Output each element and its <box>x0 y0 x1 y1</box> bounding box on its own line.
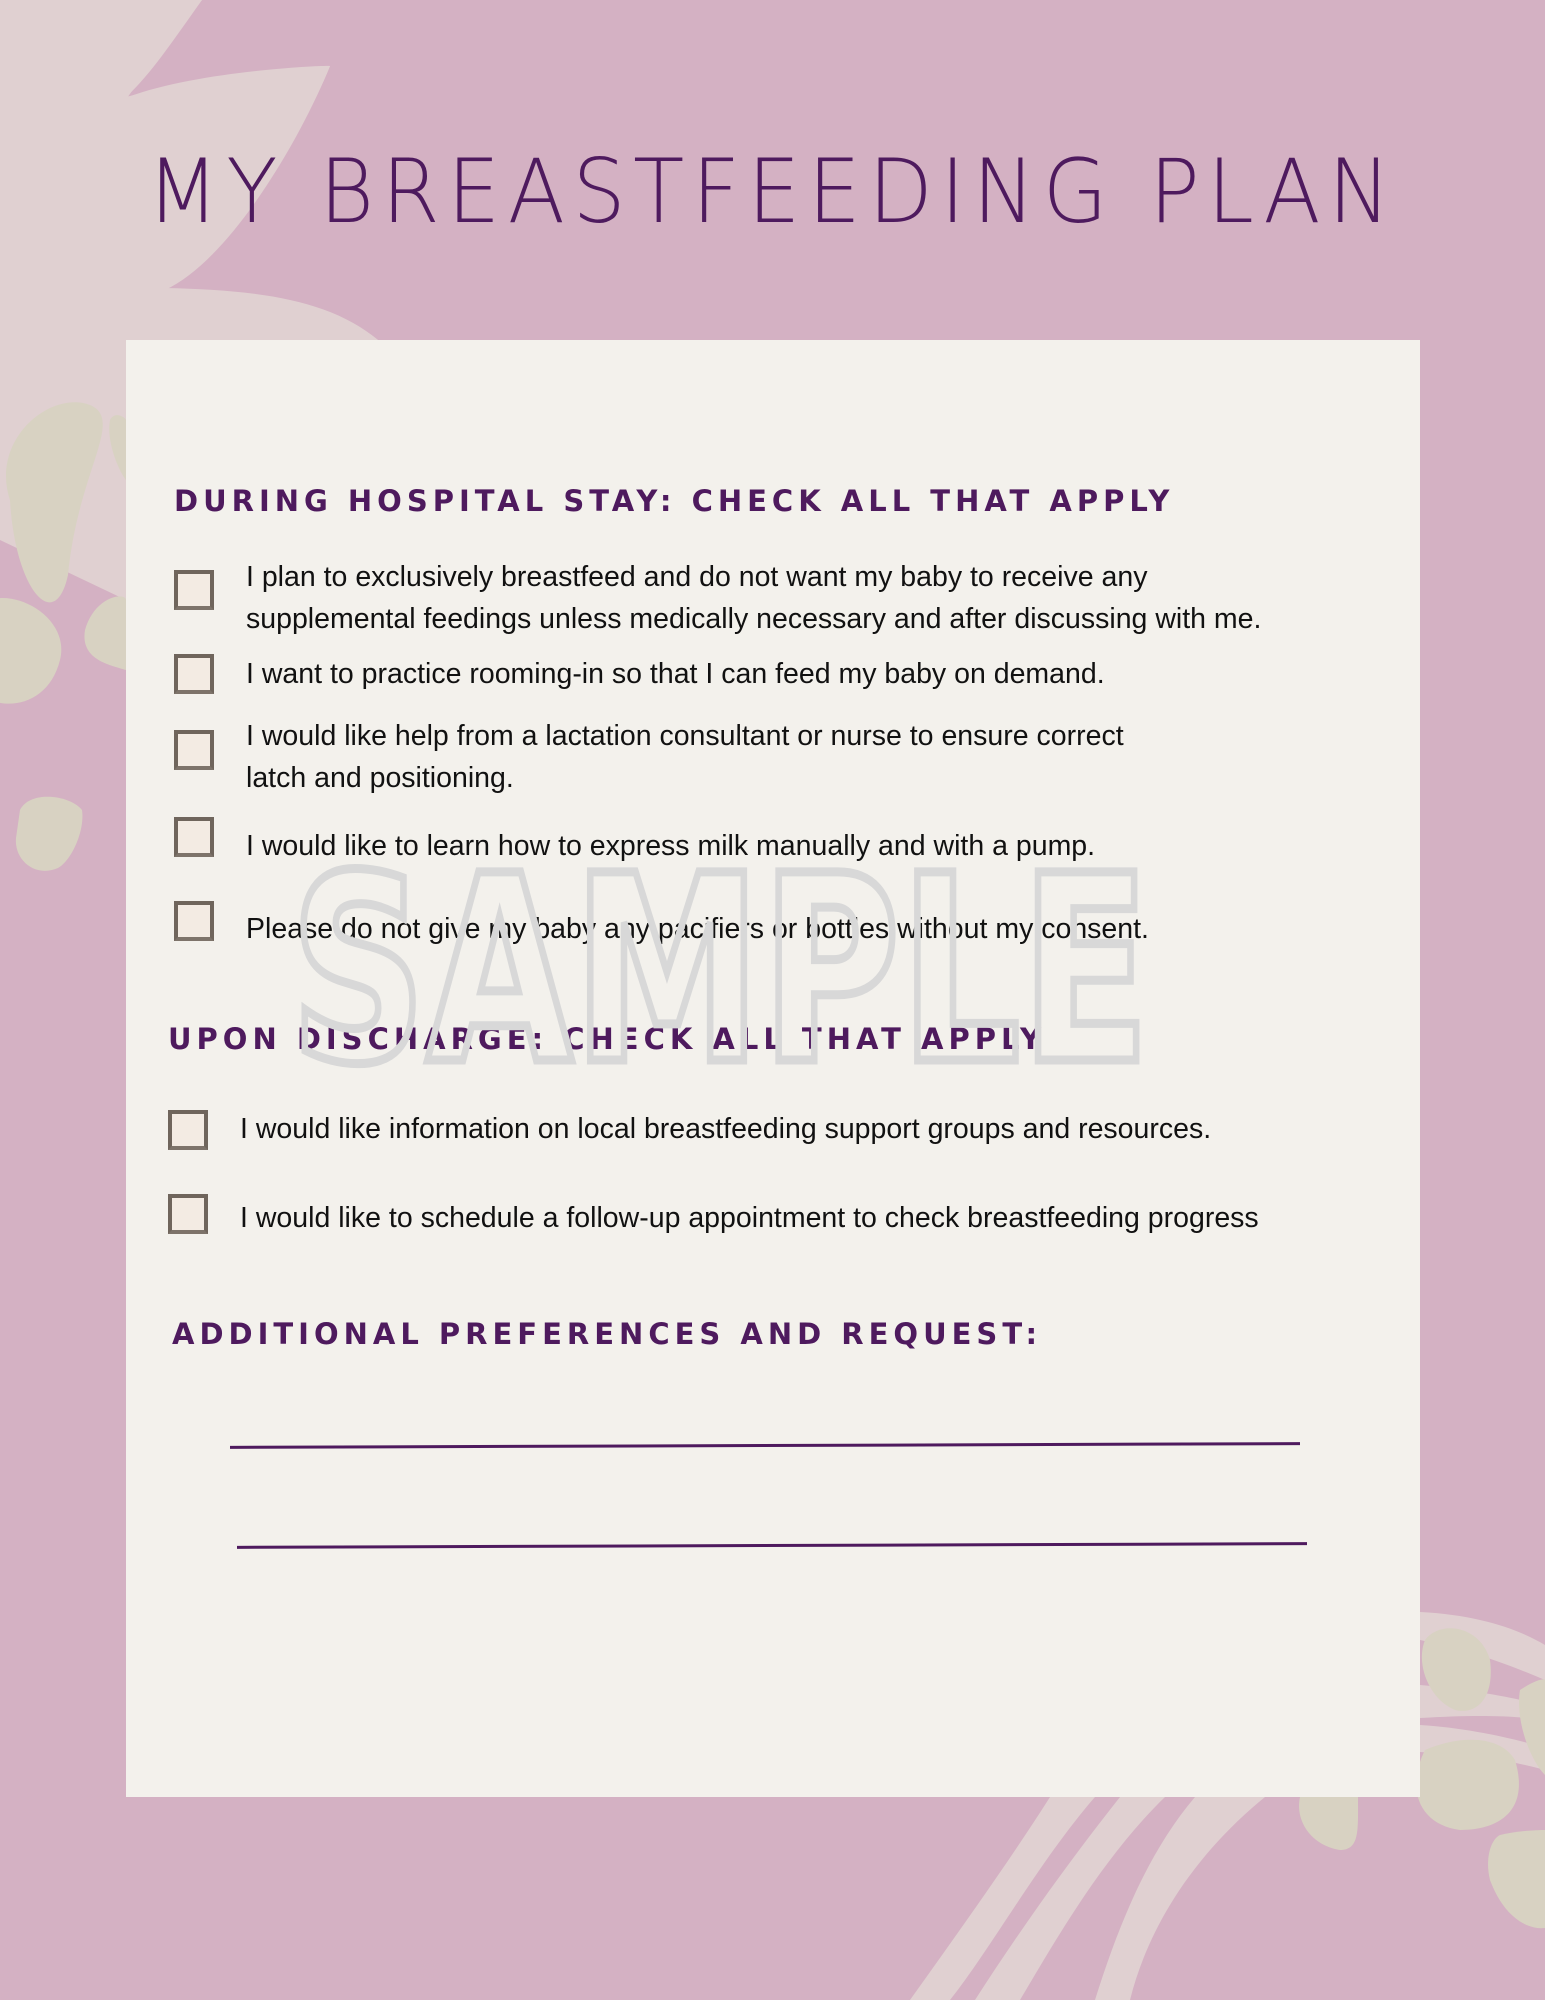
checkbox[interactable] <box>174 817 214 857</box>
checkbox[interactable] <box>174 570 214 610</box>
checkbox[interactable] <box>174 901 214 941</box>
item-text: I would like to schedule a follow-up appointment to check breastfeeding progress <box>240 1202 1259 1234</box>
item-text-line: supplemental feedings unless medically necessary and after discussing with me. <box>246 603 1262 635</box>
blob-shape <box>16 797 83 871</box>
write-in-line[interactable] <box>230 1442 1300 1449</box>
item-text-line: I plan to exclusively breastfeed and do not want my baby to receive any <box>246 561 1148 593</box>
item-text-line: I would like help from a lactation consultant or nurse to ensure correct <box>246 720 1124 752</box>
item-text <box>246 556 1261 640</box>
item-text: I would like information on local breastfeeding support groups and resources. <box>240 1113 1212 1145</box>
checkbox[interactable] <box>174 654 214 694</box>
write-in-line[interactable] <box>237 1542 1307 1549</box>
checkbox[interactable] <box>168 1194 208 1234</box>
checkbox[interactable] <box>168 1110 208 1150</box>
watermark-text: SAMPLE <box>290 821 1150 1080</box>
checkbox[interactable] <box>174 730 214 770</box>
blob-shape <box>1416 1740 1519 1830</box>
discharge-section-heading: UPON DISCHARGE: CHECK ALL THAT APPLY <box>168 1022 1046 1056</box>
page-title: MY BREASTFEEDING PLAN <box>146 140 1399 243</box>
blob-shape <box>0 598 61 704</box>
blob-shape <box>1488 1830 1545 1928</box>
additional-section-heading: ADDITIONAL PREFERENCES AND REQUEST: <box>172 1317 1043 1351</box>
blob-shape <box>1299 1797 1358 1850</box>
item-text: I would like to learn how to express milk manually and with a pump. <box>246 830 1096 862</box>
hospital-section-heading: DURING HOSPITAL STAY: CHECK ALL THAT APPLY <box>174 484 1175 518</box>
item-text <box>246 715 1124 799</box>
plan-card <box>126 340 1420 1797</box>
item-text-line: latch and positioning. <box>246 762 514 794</box>
item-text: I want to practice rooming-in so that I can feed my baby on demand. <box>246 658 1105 690</box>
blob-shape <box>84 596 126 670</box>
item-text: Please do not give my baby any pacifiers or bottles without my consent. <box>246 913 1149 945</box>
